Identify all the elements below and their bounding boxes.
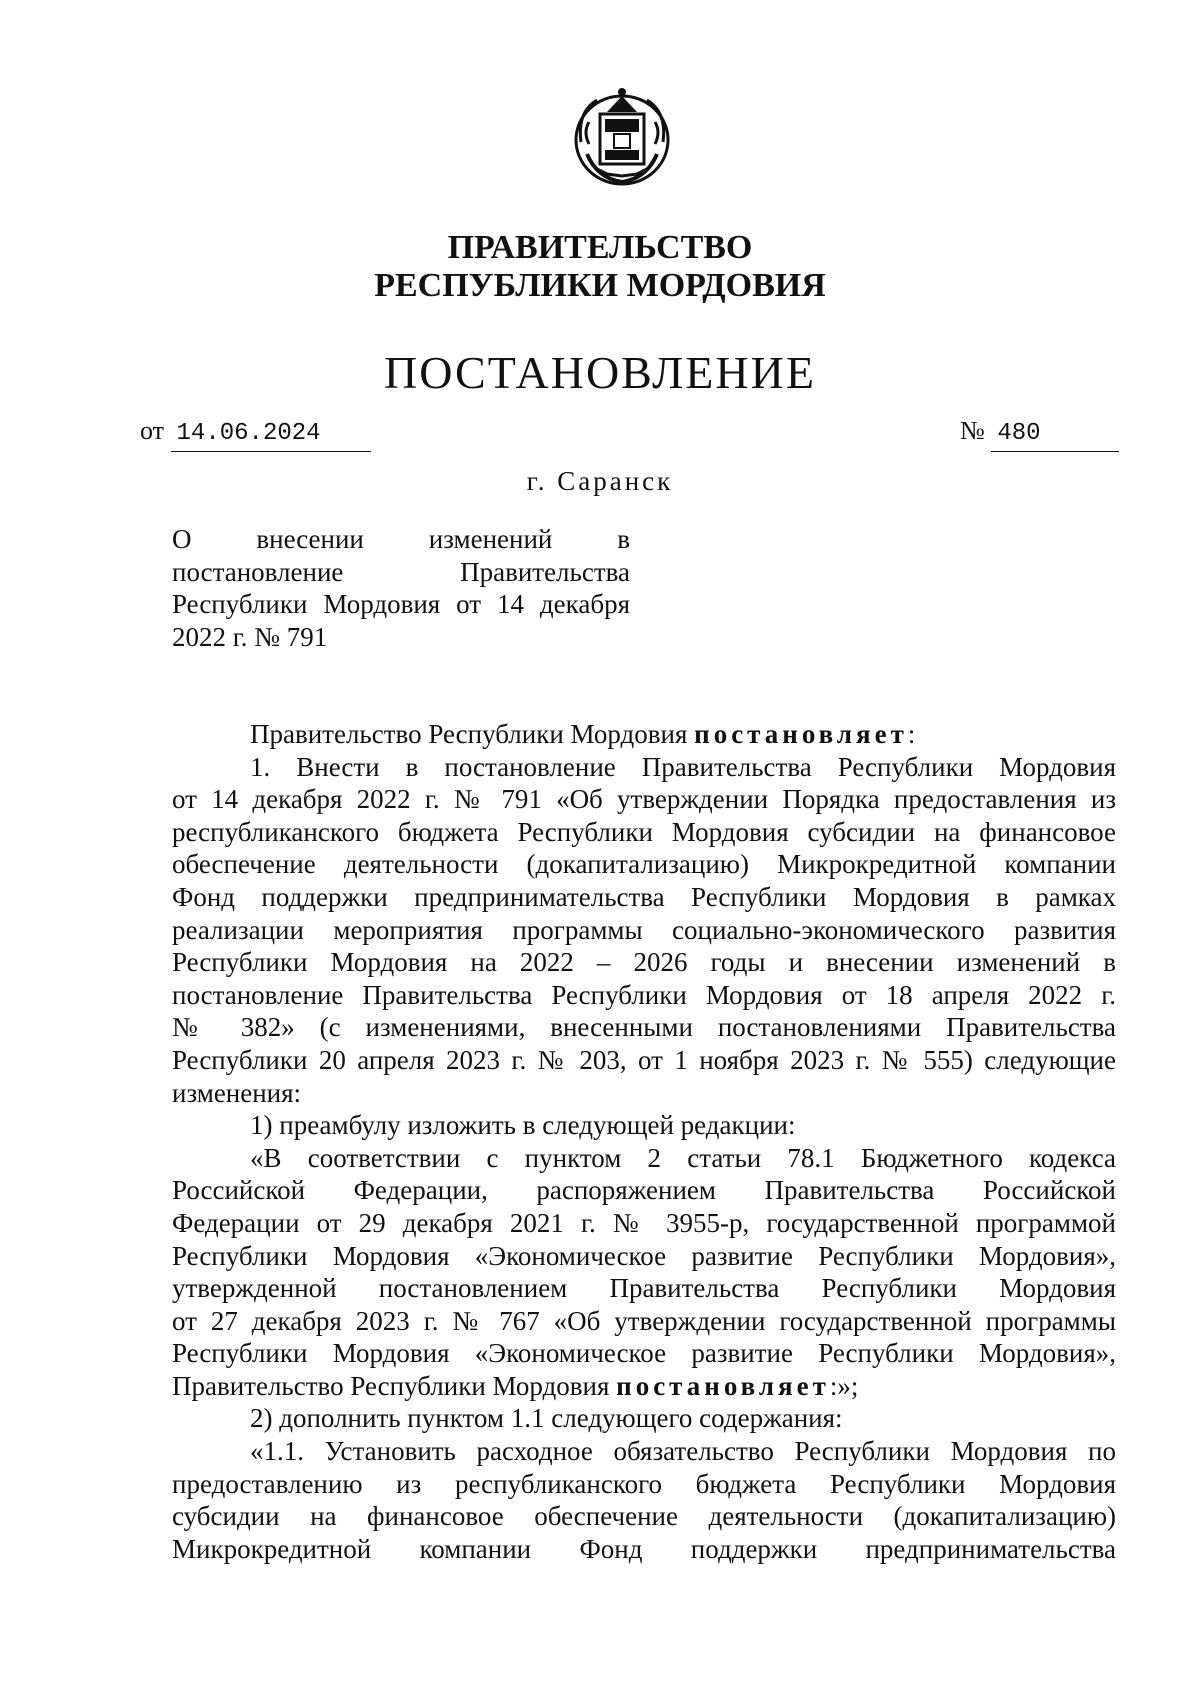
item1-line: республиканского бюджета Республики Мордовия субсидии на финансовое bbox=[172, 816, 1116, 847]
quote1-line: Республики Мордовия «Экономическое развитие Республики Мордовия», bbox=[172, 1240, 1116, 1271]
quote1-line: утвержденной постановлением Правительства Республики Мордовия bbox=[172, 1273, 1116, 1304]
subject-line: 2022 г. № 791 bbox=[172, 621, 328, 652]
number-prefix: № bbox=[960, 416, 985, 445]
preamble-text: Правительство Республики Мордовия bbox=[250, 719, 695, 749]
quote1-last-line bbox=[172, 1370, 1116, 1403]
item1-line: № 382» (с изменениями, внесенными постановлениями Правительства bbox=[172, 1012, 1116, 1043]
number-field bbox=[960, 414, 1119, 452]
subject-line: Республики Мордовия от 14 декабря bbox=[172, 589, 630, 620]
quote2-line: субсидии на финансовое обеспечение деятельности (докапитализацию) bbox=[172, 1501, 1116, 1532]
quote1-line: «В соответствии с пунктом 2 статьи 78.1 Бюджетного кодекса bbox=[250, 1142, 1116, 1173]
item1-line: 1. Внести в постановление Правительства Республики Мордовия bbox=[250, 751, 1116, 782]
quote2-line: «1.1. Установить расходное обязательство Республики Мордовия по bbox=[250, 1436, 1116, 1467]
item1-line: обеспечение деятельности (докапитализацию) Микрокредитной компании bbox=[172, 849, 1116, 880]
item1-line: реализации мероприятия программы социально-экономического развития bbox=[172, 914, 1116, 945]
date-field bbox=[140, 414, 371, 452]
quote1-decree-word: постановляет bbox=[616, 1370, 830, 1401]
coat-of-arms-emblem bbox=[567, 82, 677, 192]
quote1-line: от 27 декабря 2023 г. № 767 «Об утверждении государственной программы bbox=[172, 1305, 1116, 1336]
subject-line: постановление Правительства bbox=[172, 556, 630, 587]
item1-line: Республики 20 апреля 2023 г. № 203, от 1 ноября 2023 г. № 555) следующие bbox=[172, 1044, 1116, 1075]
item1-line: Фонд поддержки предпринимательства Республики Мордовия в рамках bbox=[172, 881, 1116, 912]
document-date: 14.06.2024 bbox=[171, 417, 371, 452]
quote1-closing: :»; bbox=[829, 1370, 859, 1401]
subitem-1: 1) преамбулу изложить в следующей редакции: bbox=[250, 1110, 796, 1141]
quote2-line: Микрокредитной компании Фонд поддержки предпринимательства bbox=[172, 1533, 1116, 1564]
government-name-line-2: РЕСПУБЛИКИ МОРДОВИЯ bbox=[374, 267, 826, 304]
preamble-colon: : bbox=[907, 719, 916, 749]
document-number: 480 bbox=[991, 417, 1119, 452]
quote2-line: предоставлению из республиканского бюджета Республики Мордовия bbox=[172, 1468, 1116, 1499]
city-line: г. Саранск bbox=[526, 466, 674, 496]
document-subject bbox=[172, 523, 630, 653]
preamble bbox=[172, 718, 1116, 751]
item1-line: Республики Мордовия на 2022 – 2026 годы и внесении изменений в bbox=[172, 947, 1116, 978]
quote1-last-text: Правительство Республики Мордовия bbox=[172, 1370, 617, 1401]
document-type-title: ПОСТАНОВЛЕНИЕ bbox=[384, 347, 816, 398]
date-prefix: от bbox=[140, 416, 165, 445]
item1-line: постановление Правительства Республики Мордовия от 18 апреля 2022 г. bbox=[172, 979, 1116, 1010]
quote1-line: Республики Мордовия «Экономическое развитие Республики Мордовия», bbox=[172, 1338, 1116, 1369]
subitem-2: 2) дополнить пунктом 1.1 следующего содержания: bbox=[250, 1403, 843, 1434]
document-body bbox=[172, 718, 1116, 1565]
quote1-line: Российской Федерации, распоряжением Правительства Российской bbox=[172, 1175, 1116, 1206]
government-name-line-1: ПРАВИТЕЛЬСТВО bbox=[447, 229, 753, 266]
item1-line: от 14 декабря 2022 г. № 791 «Об утверждении Порядка предоставления из bbox=[172, 784, 1116, 815]
quote1-line: Федерации от 29 декабря 2021 г. № 3955-р, государственной программой bbox=[172, 1207, 1116, 1238]
subject-line: О внесении изменений в bbox=[172, 524, 630, 554]
preamble-decree-word: постановляет bbox=[694, 719, 908, 749]
item1-last-line: изменения: bbox=[172, 1077, 302, 1108]
